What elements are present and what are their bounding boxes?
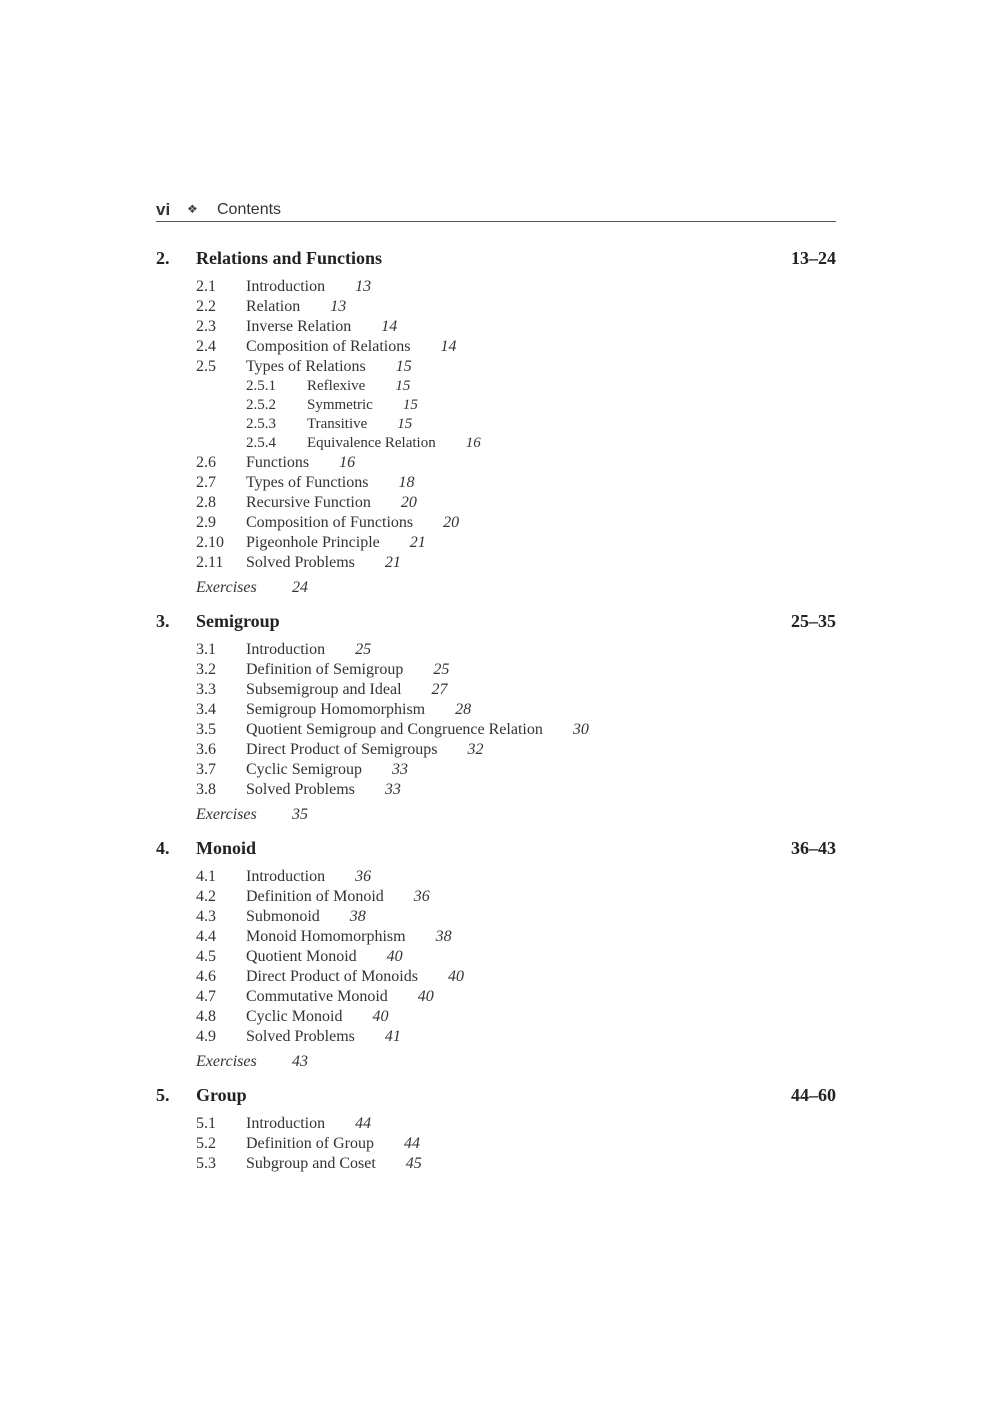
section-text bbox=[246, 700, 471, 720]
section-entry[interactable] bbox=[156, 720, 836, 740]
section-page-number: 36 bbox=[355, 868, 372, 885]
section-text bbox=[246, 967, 464, 987]
section-entry[interactable] bbox=[156, 493, 836, 513]
section-number: 5.3 bbox=[196, 1155, 216, 1172]
exercises-entry[interactable] bbox=[156, 578, 836, 598]
section-page-number: 38 bbox=[349, 908, 366, 925]
section-entry[interactable] bbox=[156, 887, 836, 907]
section-number: 2.2 bbox=[196, 298, 216, 315]
chapter-title: Relations and Functions bbox=[196, 248, 383, 268]
section-entry[interactable] bbox=[156, 867, 836, 887]
chapter-entry bbox=[156, 1085, 836, 1174]
section-text bbox=[246, 493, 417, 513]
section-page-number: 40 bbox=[372, 1008, 389, 1025]
chapter-heading[interactable] bbox=[156, 838, 836, 862]
section-number: 2.8 bbox=[196, 494, 216, 511]
section-page-number: 33 bbox=[384, 781, 401, 798]
chapter-heading[interactable] bbox=[156, 248, 836, 272]
section-title: Solved Problems bbox=[246, 554, 355, 571]
section-title: Cyclic Semigroup bbox=[246, 761, 362, 778]
section-number: 4.8 bbox=[196, 1008, 216, 1025]
section-number: 2.5 bbox=[196, 358, 216, 375]
section-text bbox=[246, 1027, 401, 1047]
section-title: Types of Relations bbox=[246, 358, 366, 375]
section-entry[interactable] bbox=[156, 967, 836, 987]
section-text bbox=[246, 760, 408, 780]
section-number: 4.2 bbox=[196, 888, 216, 905]
section-title: Inverse Relation bbox=[246, 318, 352, 335]
section-entry[interactable] bbox=[156, 533, 836, 553]
section-page-number: 45 bbox=[405, 1155, 422, 1172]
exercises-entry[interactable] bbox=[156, 805, 836, 825]
section-page-number: 41 bbox=[384, 1028, 401, 1045]
section-title: Quotient Monoid bbox=[246, 948, 357, 965]
section-text bbox=[307, 434, 481, 453]
section-page-number: 16 bbox=[339, 454, 356, 471]
section-text bbox=[246, 1154, 422, 1174]
section-text bbox=[246, 720, 589, 740]
exercises-page-number: 35 bbox=[292, 806, 308, 823]
section-list bbox=[156, 1114, 836, 1174]
section-number: 3.7 bbox=[196, 761, 216, 778]
section-entry[interactable] bbox=[156, 513, 836, 533]
section-number: 3.1 bbox=[196, 641, 216, 658]
section-text bbox=[246, 987, 434, 1007]
section-list bbox=[156, 640, 836, 800]
section-entry[interactable] bbox=[156, 780, 836, 800]
section-entry[interactable] bbox=[156, 473, 836, 493]
section-page-number: 15 bbox=[397, 416, 413, 432]
section-entry[interactable] bbox=[156, 907, 836, 927]
section-number: 2.5.1 bbox=[246, 378, 276, 394]
section-page-number: 40 bbox=[447, 968, 464, 985]
section-number: 2.1 bbox=[196, 278, 216, 295]
section-title: Introduction bbox=[246, 868, 326, 885]
section-title: Definition of Semigroup bbox=[246, 661, 404, 678]
section-text bbox=[246, 1134, 420, 1154]
section-number: 5.1 bbox=[196, 1115, 216, 1132]
chapter-number: 4. bbox=[156, 838, 170, 858]
section-title: Definition of Monoid bbox=[246, 888, 384, 905]
section-entry[interactable] bbox=[156, 297, 836, 317]
section-entry[interactable] bbox=[156, 337, 836, 357]
section-title: Subsemigroup and Ideal bbox=[246, 681, 402, 698]
page-number: vi bbox=[156, 200, 171, 219]
section-number: 3.4 bbox=[196, 701, 216, 718]
section-text bbox=[246, 740, 484, 760]
section-entry[interactable] bbox=[156, 453, 836, 473]
section-page-number: 16 bbox=[465, 435, 481, 451]
section-title: Functions bbox=[246, 454, 310, 471]
section-number: 2.9 bbox=[196, 514, 216, 531]
section-title: Subgroup and Coset bbox=[246, 1155, 376, 1172]
running-head-title: Contents bbox=[217, 201, 282, 218]
section-entry[interactable] bbox=[156, 1134, 836, 1154]
section-title: Direct Product of Semigroups bbox=[246, 741, 438, 758]
subsection-entry[interactable] bbox=[156, 377, 836, 396]
section-entry[interactable] bbox=[156, 277, 836, 297]
chapter-page-range: 44–60 bbox=[791, 1085, 836, 1105]
section-entry[interactable] bbox=[156, 357, 836, 377]
chapter-entry bbox=[156, 248, 836, 598]
section-text bbox=[246, 317, 397, 337]
chapter-title: Monoid bbox=[196, 838, 257, 858]
section-title: Quotient Semigroup and Congruence Relation bbox=[246, 721, 543, 738]
section-number: 4.1 bbox=[196, 868, 216, 885]
section-number: 2.4 bbox=[196, 338, 216, 355]
section-number: 4.7 bbox=[196, 988, 216, 1005]
section-number: 2.6 bbox=[196, 454, 216, 471]
chapter-entry bbox=[156, 838, 836, 1072]
section-text bbox=[246, 297, 346, 317]
section-page-number: 44 bbox=[355, 1115, 372, 1132]
chapter-heading[interactable] bbox=[156, 611, 836, 635]
section-title: Definition of Group bbox=[246, 1135, 374, 1152]
section-number: 2.7 bbox=[196, 474, 216, 491]
section-text bbox=[246, 867, 371, 887]
section-text bbox=[246, 927, 452, 947]
section-title: Introduction bbox=[246, 641, 326, 658]
section-text bbox=[246, 780, 401, 800]
section-page-number: 36 bbox=[413, 888, 430, 905]
chapter-number: 5. bbox=[156, 1085, 170, 1105]
section-page-number: 21 bbox=[409, 534, 426, 551]
section-number: 3.8 bbox=[196, 781, 216, 798]
chapter-entry bbox=[156, 611, 836, 825]
section-text bbox=[246, 947, 403, 967]
section-title: Commutative Monoid bbox=[246, 988, 388, 1005]
section-entry[interactable] bbox=[156, 1007, 836, 1027]
section-title: Solved Problems bbox=[246, 781, 355, 798]
section-page-number: 13 bbox=[355, 278, 372, 295]
section-page-number: 30 bbox=[572, 721, 589, 738]
section-text bbox=[246, 473, 414, 493]
section-text bbox=[246, 453, 355, 473]
section-number: 4.3 bbox=[196, 908, 216, 925]
section-list bbox=[156, 867, 836, 1047]
section-number: 5.2 bbox=[196, 1135, 216, 1152]
section-number: 3.5 bbox=[196, 721, 216, 738]
ornament-icon: ❖ bbox=[187, 202, 198, 216]
section-page-number: 33 bbox=[391, 761, 408, 778]
subsection-entry[interactable] bbox=[156, 415, 836, 434]
section-text bbox=[246, 640, 371, 660]
exercises-page-number: 43 bbox=[292, 1053, 308, 1070]
section-number: 2.5.4 bbox=[246, 435, 276, 451]
section-entry[interactable] bbox=[156, 927, 836, 947]
section-number: 4.5 bbox=[196, 948, 216, 965]
section-entry[interactable] bbox=[156, 1114, 836, 1134]
section-entry[interactable] bbox=[156, 700, 836, 720]
section-page-number: 27 bbox=[431, 681, 448, 698]
table-of-contents bbox=[156, 248, 836, 1174]
chapter-number: 3. bbox=[156, 611, 170, 631]
chapter-title: Semigroup bbox=[196, 611, 280, 631]
section-number: 3.3 bbox=[196, 681, 216, 698]
exercises-label: Exercises bbox=[196, 1053, 257, 1070]
section-title: Recursive Function bbox=[246, 494, 371, 511]
section-text bbox=[307, 396, 418, 415]
exercises-entry[interactable] bbox=[156, 1052, 836, 1072]
section-text bbox=[246, 357, 412, 377]
section-page-number: 44 bbox=[403, 1135, 420, 1152]
section-title: Composition of Functions bbox=[246, 514, 414, 531]
section-page-number: 25 bbox=[355, 641, 372, 658]
exercises-label: Exercises bbox=[196, 806, 257, 823]
section-entry[interactable] bbox=[156, 317, 836, 337]
section-title: Symmetric bbox=[307, 397, 373, 413]
exercises-label: Exercises bbox=[196, 579, 257, 596]
section-page-number: 20 bbox=[443, 514, 460, 531]
section-title: Composition of Relations bbox=[246, 338, 411, 355]
section-page-number: 38 bbox=[435, 928, 452, 945]
section-title: Introduction bbox=[246, 278, 326, 295]
section-title: Solved Problems bbox=[246, 1028, 355, 1045]
chapter-heading[interactable] bbox=[156, 1085, 836, 1109]
section-entry[interactable] bbox=[156, 680, 836, 700]
section-list bbox=[156, 277, 836, 573]
section-entry[interactable] bbox=[156, 1154, 836, 1174]
section-text bbox=[246, 513, 459, 533]
section-title: Semigroup Homomorphism bbox=[246, 701, 426, 718]
section-title: Cyclic Monoid bbox=[246, 1008, 343, 1025]
section-entry[interactable] bbox=[156, 987, 836, 1007]
section-page-number: 25 bbox=[433, 661, 450, 678]
section-text bbox=[246, 887, 430, 907]
section-title: Direct Product of Monoids bbox=[246, 968, 418, 985]
section-page-number: 18 bbox=[398, 474, 415, 491]
chapter-title: Group bbox=[196, 1085, 247, 1105]
subsection-entry[interactable] bbox=[156, 396, 836, 415]
section-page-number: 21 bbox=[384, 554, 401, 571]
section-number: 2.10 bbox=[196, 534, 224, 551]
section-page-number: 15 bbox=[395, 358, 412, 375]
chapter-page-range: 25–35 bbox=[791, 611, 836, 631]
chapter-number: 2. bbox=[156, 248, 170, 268]
section-text bbox=[307, 415, 412, 434]
section-entry[interactable] bbox=[156, 640, 836, 660]
section-page-number: 14 bbox=[440, 338, 457, 355]
section-page-number: 32 bbox=[467, 741, 484, 758]
chapter-page-range: 13–24 bbox=[791, 248, 836, 268]
section-title: Transitive bbox=[307, 416, 368, 432]
section-page-number: 15 bbox=[402, 397, 418, 413]
section-number: 2.11 bbox=[196, 554, 224, 571]
section-title: Relation bbox=[246, 298, 301, 315]
running-head bbox=[156, 198, 836, 222]
section-number: 2.5.3 bbox=[246, 416, 276, 432]
section-title: Pigeonhole Principle bbox=[246, 534, 380, 551]
subsection-entry[interactable] bbox=[156, 434, 836, 453]
section-number: 2.5.2 bbox=[246, 397, 276, 413]
section-page-number: 40 bbox=[386, 948, 403, 965]
section-number: 3.6 bbox=[196, 741, 216, 758]
section-text bbox=[307, 377, 410, 396]
section-number: 3.2 bbox=[196, 661, 216, 678]
section-text bbox=[246, 277, 371, 297]
chapter-page-range: 36–43 bbox=[791, 838, 836, 858]
section-title: Reflexive bbox=[307, 378, 366, 394]
section-page-number: 40 bbox=[417, 988, 434, 1005]
section-text bbox=[246, 1114, 371, 1134]
section-text bbox=[246, 907, 366, 927]
exercises-page-number: 24 bbox=[292, 579, 308, 596]
section-page-number: 14 bbox=[381, 318, 398, 335]
section-page-number: 20 bbox=[400, 494, 417, 511]
section-title: Monoid Homomorphism bbox=[246, 928, 406, 945]
section-title: Introduction bbox=[246, 1115, 326, 1132]
section-number: 4.4 bbox=[196, 928, 216, 945]
section-title: Types of Functions bbox=[246, 474, 369, 491]
section-page-number: 15 bbox=[395, 378, 411, 394]
section-text bbox=[246, 533, 426, 553]
section-entry[interactable] bbox=[156, 1027, 836, 1047]
section-entry[interactable] bbox=[156, 553, 836, 573]
section-entry[interactable] bbox=[156, 947, 836, 967]
section-entry[interactable] bbox=[156, 760, 836, 780]
section-text bbox=[246, 680, 448, 700]
section-number: 2.3 bbox=[196, 318, 216, 335]
section-text bbox=[246, 337, 456, 357]
section-text bbox=[246, 1007, 388, 1027]
section-page-number: 13 bbox=[330, 298, 347, 315]
section-title: Equivalence Relation bbox=[307, 435, 436, 451]
section-entry[interactable] bbox=[156, 740, 836, 760]
section-number: 4.6 bbox=[196, 968, 216, 985]
section-entry[interactable] bbox=[156, 660, 836, 680]
section-text bbox=[246, 660, 449, 680]
section-text bbox=[246, 553, 401, 573]
section-title: Submonoid bbox=[246, 908, 320, 925]
section-page-number: 28 bbox=[455, 701, 472, 718]
section-number: 4.9 bbox=[196, 1028, 216, 1045]
contents-page bbox=[156, 198, 836, 1174]
